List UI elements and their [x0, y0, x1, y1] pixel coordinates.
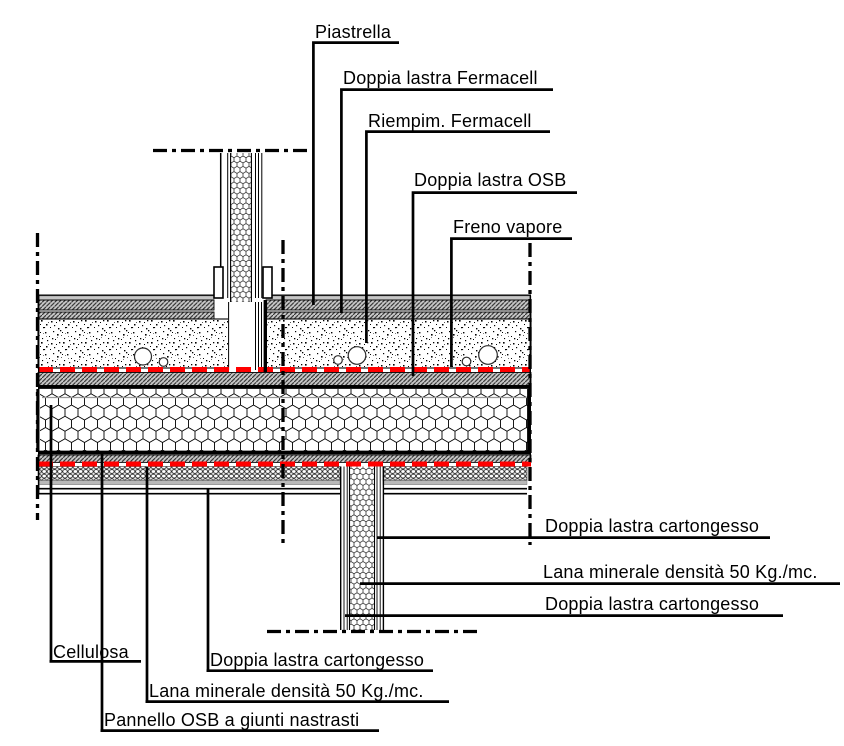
bottom-partition-wall — [341, 467, 384, 631]
label-pannello-osb: Pannello OSB a giunti nastrasti — [104, 710, 360, 730]
label-right-cartongesso-2: Doppia lastra cartongesso — [545, 594, 760, 614]
pipe-large-3 — [479, 346, 498, 365]
floor-top-gray-band-left — [38, 296, 214, 300]
pipe-large-1 — [135, 348, 152, 365]
top-wall-base-plate-right — [263, 267, 272, 298]
pipe-small-3 — [462, 357, 471, 366]
layer-fermacell-board-left — [38, 312, 214, 319]
furring-gray-band-right — [383, 481, 527, 485]
bottom-wall-insulation-core — [349, 467, 375, 631]
label-bottom-cartongesso: Doppia lastra cartongesso — [210, 650, 425, 670]
top-wall-base-plate-left — [214, 267, 223, 298]
layer-piastrella-right — [266, 300, 531, 310]
label-doppia-lastra-osb: Doppia lastra OSB — [414, 170, 567, 190]
label-bottom-lana-minerale: Lana minerale densità 50 Kg./mc. — [149, 681, 424, 701]
furring-gray-band-left — [38, 481, 340, 485]
bottom-wall-left-board-lines — [344, 467, 347, 631]
pipe-small-2 — [334, 356, 343, 365]
top-wall-insulation-core — [230, 153, 252, 302]
label-freno-vapore: Freno vapore — [453, 217, 563, 237]
label-riempimento-fermacell: Riempim. Fermacell — [368, 111, 532, 131]
layer-lana-minerale-right — [383, 467, 527, 481]
label-piastrella: Piastrella — [315, 22, 392, 42]
pipe-large-2 — [348, 347, 366, 365]
layer-piastrella-left — [38, 300, 214, 310]
layer-fermacell-board-right — [266, 312, 531, 319]
label-right-cartongesso-1: Doppia lastra cartongesso — [545, 516, 760, 536]
floor-top-gray-band-right — [266, 296, 531, 300]
leader-bottom-cartongesso — [207, 488, 434, 671]
layer-lana-minerale-left — [38, 467, 340, 481]
label-doppia-lastra-fermacell: Doppia lastra Fermacell — [343, 68, 538, 88]
pipe-small-1 — [159, 358, 168, 367]
bottom-wall-right-board-lines — [377, 467, 380, 631]
label-cellulosa: Cellulosa — [53, 642, 129, 662]
label-right-lana-minerale: Lana minerale densità 50 Kg./mc. — [543, 562, 818, 582]
top-wall-right-board-lines — [256, 153, 262, 298]
